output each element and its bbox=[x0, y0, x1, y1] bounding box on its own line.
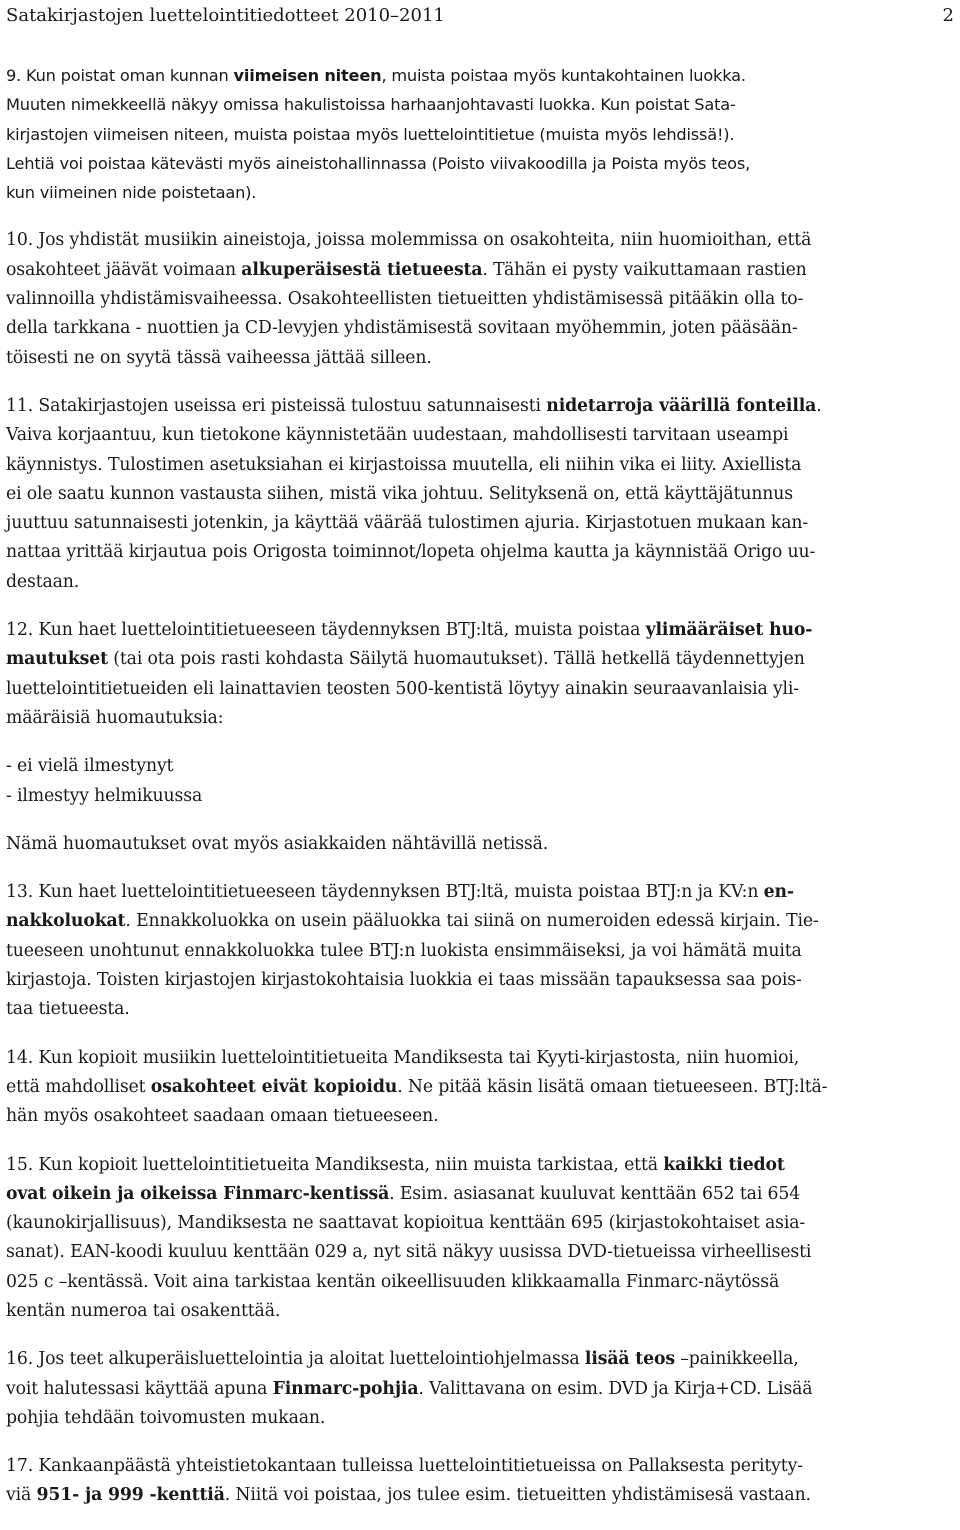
text-run: - ei vielä ilmestynyt bbox=[6, 756, 174, 777]
text-line bbox=[6, 878, 958, 907]
text-line bbox=[6, 120, 958, 149]
text-run: , muista poistaa myös kuntakohtainen luokka. bbox=[381, 66, 746, 85]
text-line bbox=[6, 1404, 958, 1433]
text-line bbox=[6, 1238, 958, 1267]
text-run: 025 c –kentässä. Voit aina tarkistaa kentän oikeellisuuden klikkaamalla Finmarc-näytössä bbox=[6, 1271, 780, 1292]
bold-text: lisää teos bbox=[584, 1349, 675, 1370]
text-run: pohjia tehdään toivomusten mukaan. bbox=[6, 1407, 326, 1428]
text-run: (kaunokirjallisuus), Mandiksesta ne saattavat kopioitua kenttään 695 (kirjastokohtaiset asia- bbox=[6, 1213, 806, 1234]
text-run: - ilmestyy helmikuussa bbox=[6, 785, 203, 806]
text-line bbox=[6, 509, 958, 538]
text-run: Lehtiä voi poistaa kätevästi myös aineistohallinnassa (Poisto viivakoodilla ja Poista myös teos, bbox=[6, 153, 751, 173]
bold-text: Finmarc-pohjia bbox=[272, 1378, 419, 1399]
text-line bbox=[6, 1481, 958, 1510]
text-run: hän myös osakohteet saadaan omaan tietueeseen. bbox=[6, 1106, 439, 1127]
text-run: osakohteet jäävät voimaan bbox=[6, 259, 242, 280]
text-run: 11. Satakirjastojen useissa eri pisteissä tulostuu satunnaisesti bbox=[6, 395, 547, 416]
paragraph bbox=[6, 392, 958, 597]
text-line bbox=[6, 226, 958, 255]
text-line bbox=[6, 568, 958, 597]
text-line bbox=[6, 752, 958, 781]
text-run: ei ole saatu kunnon vastausta siihen, mistä vika johtuu. Selityksenä on, että käyttäjätunnus bbox=[6, 483, 793, 504]
text-run: della tarkkana - nuottien ja CD-levyjen yhdistämisestä sovitaan myöhemmin, joten pääsään- bbox=[6, 318, 798, 339]
text-run: sanat). EAN-koodi kuuluu kenttään 029 a, nyt sitä näkyy uusissa DVD-tietueissa virheellisesti bbox=[6, 1242, 812, 1263]
text-run: juuttuu satunnaisesti jotenkin, ja käyttää väärää tulostimen ajuria. Kirjastotuen mukaan kan- bbox=[6, 513, 809, 534]
page-number: 2 bbox=[942, 5, 954, 26]
paragraph bbox=[6, 1345, 958, 1433]
text-run: kirjastojen viimeisen niteen, muista poistaa myös luettelointitietue (muista myös lehdissä!). bbox=[6, 124, 735, 144]
text-line bbox=[6, 704, 958, 733]
bold-text: en- bbox=[763, 882, 794, 903]
text-line bbox=[6, 285, 958, 314]
bold-text: viimeisen niteen bbox=[233, 66, 382, 85]
text-line bbox=[6, 830, 958, 859]
text-line bbox=[6, 538, 958, 567]
text-line bbox=[6, 392, 958, 421]
text-line bbox=[6, 149, 958, 178]
text-run: Nämä huomautukset ovat myös asiakkaiden nähtävillä netissä. bbox=[6, 833, 549, 854]
paragraph bbox=[6, 878, 958, 1024]
text-run: kun viimeinen nide poistetaan). bbox=[6, 183, 257, 203]
document-body bbox=[6, 61, 958, 1530]
text-run: kentän numeroa tai osakenttää. bbox=[6, 1300, 281, 1321]
text-line bbox=[6, 616, 958, 645]
text-line bbox=[6, 782, 958, 811]
paragraph bbox=[6, 830, 958, 859]
bold-text: 951- ja 999 -kenttiä bbox=[36, 1485, 225, 1506]
text-line bbox=[6, 1151, 958, 1180]
text-line bbox=[6, 1209, 958, 1238]
text-line bbox=[6, 1180, 958, 1209]
text-line bbox=[6, 907, 958, 936]
text-line bbox=[6, 675, 958, 704]
text-line bbox=[6, 314, 958, 343]
text-run: 17. Kankaanpäästä yhteistietokantaan tulleissa luettelointitietueissa on Pallaksesta perityty- bbox=[6, 1456, 803, 1477]
text-run: . Ennakkoluokka on usein pääluokka tai siinä on numeroiden edessä kirjain. Tie- bbox=[125, 911, 819, 932]
text-run: määräisiä huomautuksia: bbox=[6, 707, 224, 728]
text-run: valinnoilla yhdistämisvaiheessa. Osakohteellisten tietueitten yhdistämisessä pitääkin olla to- bbox=[6, 289, 804, 310]
paragraph bbox=[6, 226, 958, 372]
text-line bbox=[6, 61, 958, 90]
text-line bbox=[6, 480, 958, 509]
text-run: 13. Kun haet luettelointitietueeseen täydennyksen BTJ:ltä, muista poistaa BTJ:n ja KV:n bbox=[6, 882, 764, 903]
text-line bbox=[6, 645, 958, 674]
text-run: 12. Kun haet luettelointitietueeseen täydennyksen BTJ:ltä, muista poistaa bbox=[6, 620, 646, 641]
text-run: kirjastoja. Toisten kirjastojen kirjastokohtaisia luokkia ei taas missään tapauksessa saa pois- bbox=[6, 970, 802, 991]
bold-text: ovat oikein ja oikeissa Finmarc-kentissä bbox=[6, 1183, 390, 1204]
text-run: töisesti ne on syytä tässä vaiheessa jättää silleen. bbox=[6, 347, 432, 368]
text-run: –painikkeella, bbox=[674, 1349, 799, 1370]
text-run: 15. Kun kopioit luettelointitietueita Mandiksesta, niin muista tarkistaa, että bbox=[6, 1154, 664, 1175]
text-line bbox=[6, 937, 958, 966]
paragraph bbox=[6, 1452, 958, 1511]
text-line bbox=[6, 1452, 958, 1481]
text-run: Vaiva korjaantuu, kun tietokone käynnistetään uudestaan, mahdollisesti tarvitaan useampi bbox=[6, 425, 789, 446]
text-line bbox=[6, 451, 958, 480]
paragraph bbox=[6, 61, 958, 207]
text-line bbox=[6, 995, 958, 1024]
text-line bbox=[6, 421, 958, 450]
text-line bbox=[6, 1297, 958, 1326]
text-run: 16. Jos teet alkuperäisluettelointia ja aloitat luettelointiohjelmassa bbox=[6, 1349, 585, 1370]
text-run: luettelointitietueiden eli lainattavien teosten 500-kentistä löytyy ainakin seuraavanlaisia yli- bbox=[6, 678, 800, 699]
document-title: Satakirjastojen luettelointitiedotteet 2010–2011 bbox=[6, 5, 445, 26]
text-run: 14. Kun kopioit musiikin luettelointitietueita Mandiksesta tai Kyyti-kirjastosta, niin huomioi, bbox=[6, 1047, 800, 1068]
text-run: (tai ota pois rasti kohdasta Säilytä huomautukset). Tällä hetkellä täydennettyjen bbox=[107, 649, 805, 670]
text-line bbox=[6, 1073, 958, 1102]
text-line bbox=[6, 1345, 958, 1374]
text-run: voit halutessasi käyttää apuna bbox=[6, 1378, 273, 1399]
text-run: nattaa yrittää kirjautua pois Origosta toiminnot/lopeta ohjelma kautta ja käynnistää Origo uu- bbox=[6, 542, 816, 563]
bold-text: mautukset bbox=[6, 649, 108, 670]
text-run: . Esim. asiasanat kuuluvat kenttään 652 tai 654 bbox=[389, 1183, 801, 1204]
text-line bbox=[6, 966, 958, 995]
text-run: käynnistys. Tulostimen asetuksiahan ei kirjastoissa muutella, eli niihin vika ei liity. Axiellista bbox=[6, 454, 802, 475]
text-run: . Valittavana on esim. DVD ja Kirja+CD. Lisää bbox=[418, 1378, 813, 1399]
text-line bbox=[6, 256, 958, 285]
text-run: . Niitä voi poistaa, jos tulee esim. tietueitten yhdistämisesä vastaan. bbox=[224, 1485, 811, 1506]
paragraph bbox=[6, 1151, 958, 1327]
text-line bbox=[6, 90, 958, 119]
text-run: 9. Kun poistat oman kunnan bbox=[6, 66, 234, 85]
text-run: . Tähän ei pysty vaikuttamaan rastien bbox=[482, 259, 807, 280]
text-line bbox=[6, 1102, 958, 1131]
text-line bbox=[6, 178, 958, 207]
text-run: viä bbox=[6, 1485, 37, 1506]
page-header bbox=[6, 2, 956, 32]
bold-text: alkuperäisestä tietueesta bbox=[241, 259, 483, 280]
text-run: 10. Jos yhdistät musiikin aineistoja, joissa molemmissa on osakohteita, niin huomioithan, että bbox=[6, 230, 812, 251]
text-line bbox=[6, 1044, 958, 1073]
paragraph bbox=[6, 752, 958, 811]
text-line bbox=[6, 1375, 958, 1404]
text-run: . Ne pitää käsin lisätä omaan tietueeseen. BTJ:ltä- bbox=[397, 1076, 828, 1097]
text-line bbox=[6, 344, 958, 373]
bold-text: nakkoluokat bbox=[6, 911, 126, 932]
paragraph bbox=[6, 1044, 958, 1132]
text-run: Muuten nimekkeellä näkyy omissa hakulistoissa harhaanjohtavasti luokka. Kun poistat Sata- bbox=[6, 95, 736, 115]
text-run: destaan. bbox=[6, 571, 80, 592]
text-run: tueeseen unohtunut ennakkoluokka tulee BTJ:n luokista ensimmäiseksi, ja voi hämätä muita bbox=[6, 940, 802, 961]
bold-text: nidetarroja väärillä fonteilla bbox=[546, 395, 817, 416]
paragraph bbox=[6, 616, 958, 733]
bold-text: ylimääräiset huo- bbox=[645, 620, 813, 641]
text-run: taa tietueesta. bbox=[6, 999, 130, 1020]
text-line bbox=[6, 1268, 958, 1297]
bold-text: kaikki tiedot bbox=[663, 1154, 785, 1175]
text-run: että mahdolliset bbox=[6, 1076, 151, 1097]
text-run: . bbox=[816, 395, 822, 416]
bold-text: osakohteet eivät kopioidu bbox=[150, 1076, 398, 1097]
